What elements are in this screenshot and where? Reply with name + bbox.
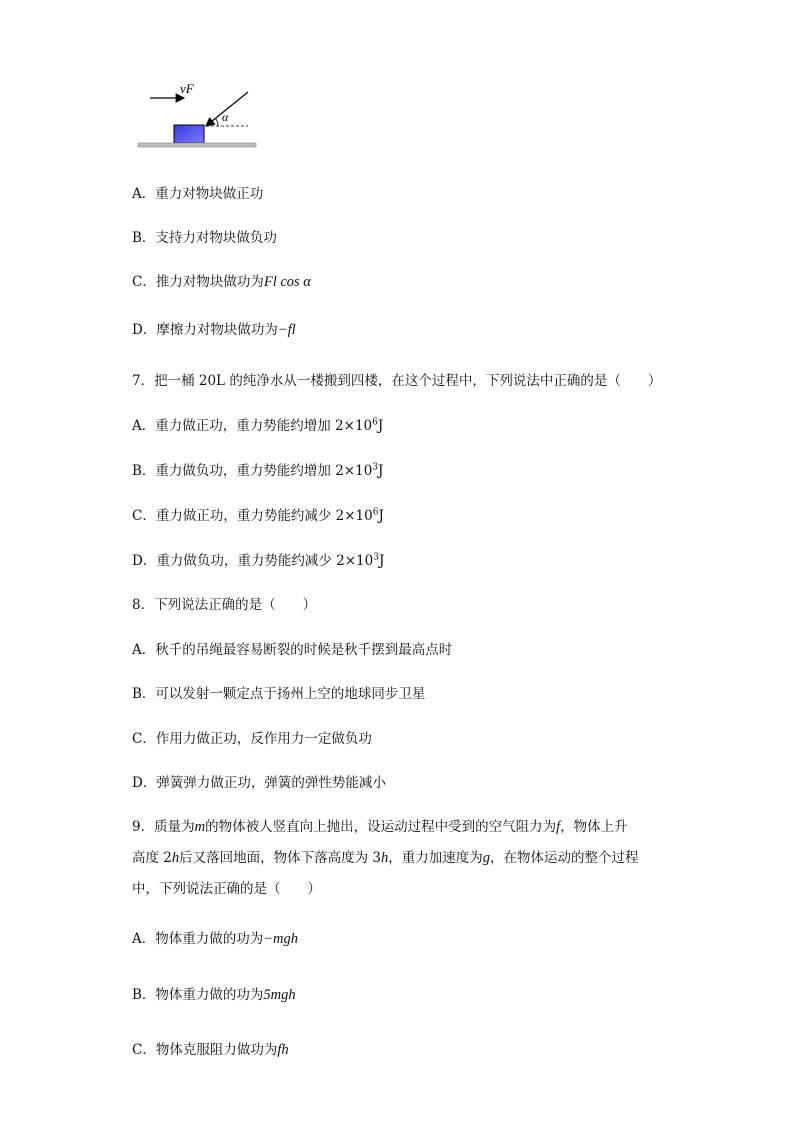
q7-option-a — [132, 416, 383, 436]
q7-a-unit: J — [377, 418, 384, 434]
q7-a-exp: 6 — [372, 417, 378, 428]
q9-a-math: −mgh — [263, 931, 299, 947]
q9-var-h2: h — [381, 850, 389, 866]
label-vF: vF — [180, 81, 194, 96]
q6-option-d-math: −fl — [277, 322, 296, 338]
q7-c-text: C．重力做正功，重力势能约减少 2×10 — [132, 508, 373, 524]
q9-stem-line-3: 中，下列说法正确的是（ ） — [132, 881, 321, 897]
q9-stem-2c: ，重力加速度为 — [388, 850, 483, 866]
q6-option-c-math: Fl cos α — [263, 274, 311, 290]
q7-b-text: B．重力做负功，重力势能约增加 2×10 — [132, 463, 373, 479]
q9-c-math: fh — [277, 1042, 289, 1058]
q8-stem: 8．下列说法正确的是（ ） — [132, 597, 317, 613]
q7-b-unit: J — [378, 463, 384, 479]
angle-arc — [216, 119, 219, 127]
q6-option-c-text: C．推力对物块做功为 — [132, 274, 264, 290]
q7-option-d — [132, 551, 384, 571]
q6-option-c — [132, 272, 311, 292]
q6-option-a: A．重力对物块做正功 — [132, 186, 264, 202]
q6-option-d — [132, 320, 296, 340]
q9-stem-2a: 高度 2 — [132, 850, 172, 866]
q9-var-h1: h — [171, 850, 180, 866]
q7-d-text: D．重力做负功，重力势能约减少 2×10 — [132, 553, 374, 569]
q9-b-math: 5mgh — [263, 987, 296, 1003]
q7-c-unit: J — [378, 508, 384, 524]
q8-option-c: C．作用力做正功，反作用力一定做负功 — [132, 731, 372, 747]
q9-var-g: g — [482, 850, 491, 866]
q9-var-m: m — [194, 819, 206, 835]
q7-d-unit: J — [378, 553, 385, 569]
q9-stem-1b: 的物体被人竖直向上抛出，设运动过程中受到的空气阻力为 — [205, 819, 557, 835]
q9-var-f: f — [556, 819, 561, 835]
q7-option-c — [132, 506, 384, 526]
q9-a-text: A．物体重力做的功为 — [132, 931, 264, 947]
q8-option-b: B．可以发射一颗定点于扬州上空的地球同步卫星 — [132, 686, 426, 702]
q9-option-c — [132, 1040, 289, 1060]
q9-stem-1c: ，物体上升 — [560, 819, 628, 835]
q9-stem-line-2 — [132, 848, 639, 868]
q7-a-text: A．重力做正功，重力势能约增加 2×10 — [132, 418, 373, 434]
q7-b-exp: 3 — [372, 462, 379, 473]
q9-option-b — [132, 985, 296, 1005]
q7-d-exp: 3 — [373, 552, 379, 563]
force-diagram-svg — [136, 78, 260, 152]
label-alpha: α — [222, 110, 229, 124]
q9-stem-line-1 — [132, 817, 628, 837]
block — [174, 125, 204, 143]
ground — [138, 143, 256, 147]
q9-option-a — [132, 929, 298, 949]
q6-option-b: B．支持力对物块做负功 — [132, 230, 277, 246]
q9-c-text: C．物体克服阻力做功为 — [132, 1042, 278, 1058]
q8-option-d: D．弹簧弹力做正功，弹簧的弹性势能减小 — [132, 775, 386, 791]
q7-stem: 7．把一桶 20L 的纯净水从一楼搬到四楼，在这个过程中，下列说法中正确的是（ ） — [132, 373, 662, 389]
q9-stem-2b: 后又落回地面，物体下落高度为 3 — [179, 850, 382, 866]
q9-b-text: B．物体重力做的功为 — [132, 987, 264, 1003]
q6-option-d-text: D．摩擦力对物块做功为 — [132, 322, 278, 338]
q9-stem-1a: 9．质量为 — [132, 819, 195, 835]
q7-c-exp: 6 — [372, 507, 379, 518]
q9-stem-2d: ，在物体运动的整个过程 — [490, 850, 639, 866]
q8-option-a: A．秋千的吊绳最容易断裂的时候是秋千摆到最高点时 — [132, 642, 453, 658]
q7-option-b — [132, 461, 383, 481]
force-diagram — [136, 78, 260, 152]
